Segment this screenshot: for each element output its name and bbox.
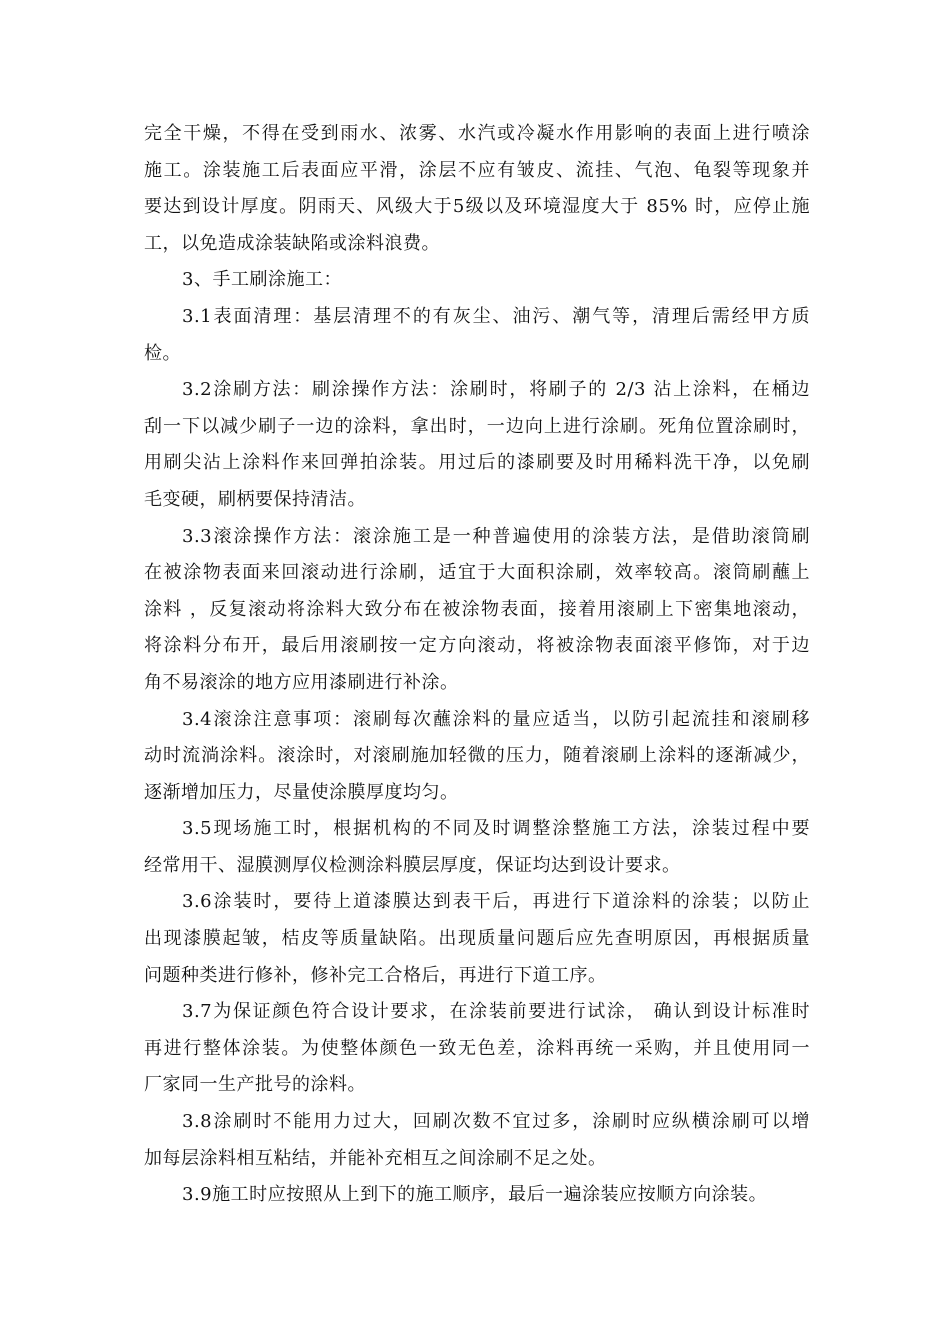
text-line: 在被涂物表面来回滚动进行涂刷，适宜于大面积涂刷，效率较高。滚筒刷蘸上 bbox=[144, 562, 810, 584]
text-line: 3.3滚涂操作方法：滚涂施工是一种普遍使用的涂装方法，是借助滚筒刷 bbox=[182, 525, 810, 547]
text-line: 再进行整体涂装。为使整体颜色一致无色差，涂料再统一采购，并且使用同一 bbox=[144, 1037, 810, 1059]
text-line: 涂料 ，反复滚动将涂料大致分布在被涂物表面，接着用滚刷上下密集地滚动， bbox=[144, 598, 810, 620]
text-line: 出现漆膜起皱，桔皮等质量缺陷。出现质量问题后应先查明原因，再根据质量 bbox=[144, 928, 810, 950]
text-line: 3.4滚涂注意事项：滚刷每次蘸涂料的量应适当，以防引起流挂和滚刷移 bbox=[182, 708, 810, 730]
text-line: 3.7为保证颜色符合设计要求，在涂装前要进行试涂， 确认到设计标准时 bbox=[182, 1001, 810, 1023]
text-line: 毛变硬，刷柄要保持清洁。 bbox=[144, 488, 366, 510]
text-line: 3.5现场施工时，根据机构的不同及时调整涂整施工方法，涂装过程中要 bbox=[182, 818, 810, 840]
text-line: 逐渐增加压力，尽量使涂膜厚度均匀。 bbox=[144, 781, 459, 803]
text-line: 工，以免造成涂装缺陷或涂料浪费。 bbox=[144, 232, 440, 254]
text-line: 用刷尖沾上涂料作来回弹拍涂装。用过后的漆刷要及时用稀料洗干净，以免刷 bbox=[144, 452, 810, 474]
text-line: 刮一下以减少刷子一边的涂料，拿出时，一边向上进行涂刷。死角位置涂刷时， bbox=[144, 415, 810, 437]
text-line: 问题种类进行修补，修补完工合格后，再进行下道工序。 bbox=[144, 964, 607, 986]
text-line: 加每层涂料相互粘结，并能补充相互之间涂刷不足之处。 bbox=[144, 1147, 607, 1169]
document-body bbox=[144, 116, 810, 1214]
text-line: 施工。涂装施工后表面应平滑，涂层不应有皱皮、流挂、气泡、龟裂等现象并 bbox=[144, 159, 810, 181]
text-line: 3.1表面清理：基层清理不的有灰尘、油污、潮气等，清理后需经甲方质 bbox=[182, 305, 810, 327]
text-line: 3.2涂刷方法：刷涂操作方法：涂刷时，将刷子的 2/3 沾上涂料，在桶边 bbox=[182, 379, 810, 401]
text-line: 3、手工刷涂施工： bbox=[182, 269, 342, 291]
text-line: 检。 bbox=[144, 342, 181, 364]
text-line: 角不易滚涂的地方应用漆刷进行补涂。 bbox=[144, 671, 459, 693]
text-line: 动时流淌涂料。滚涂时，对滚刷施加轻微的压力，随着滚刷上涂料的逐渐减少， bbox=[144, 745, 810, 767]
text-line: 完全干燥，不得在受到雨水、浓雾、水汽或冷凝水作用影响的表面上进行喷涂 bbox=[144, 123, 810, 144]
text-line: 将涂料分布开，最后用滚刷按一定方向滚动，将被涂物表面滚平修饰，对于边 bbox=[144, 635, 810, 657]
text-line: 3.9施工时应按照从上到下的施工顺序，最后一遍涂装应按顺方向涂装。 bbox=[182, 1184, 768, 1206]
text-line: 3.8涂刷时不能用力过大，回刷次数不宜过多，涂刷时应纵横涂刷可以增 bbox=[182, 1111, 810, 1133]
text-line: 厂家同一生产批号的涂料。 bbox=[144, 1074, 366, 1096]
text-line: 3.6涂装时，要待上道漆膜达到表干后，再进行下道涂料的涂装；以防止 bbox=[182, 891, 810, 913]
text-line: 要达到设计厚度。阴雨天、风级大于5级以及环境湿度大于 85% 时，应停止施 bbox=[144, 196, 810, 218]
text-line: 经常用干、湿膜测厚仪检测涂料膜层厚度，保证均达到设计要求。 bbox=[144, 854, 681, 876]
